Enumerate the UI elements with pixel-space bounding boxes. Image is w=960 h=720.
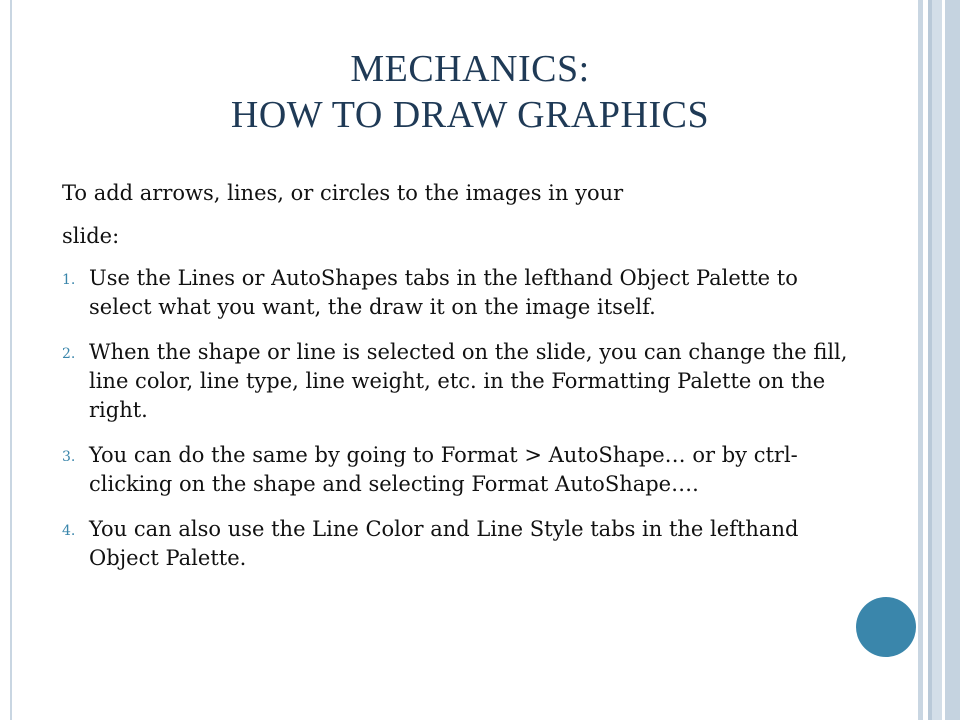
step-number: 4. [62,523,76,539]
left-border-line [10,0,12,720]
step-text: You can do the same by going to Format > AutoShape… or by ctrl-clicking on the shape and selecting Format AutoShape…. [89,443,798,496]
right-stripe [945,0,960,720]
step-text: When the shape or line is selected on the slide, you can change the fill, line color, line type, line weight, etc. in the Formatting Palette on the right. [89,340,848,422]
list-item [62,264,862,322]
list-item [62,441,862,499]
step-text: Use the Lines or AutoShapes tabs in the lefthand Object Palette to select what you want, the draw it on the image itself. [89,266,798,319]
intro-line-1: To add arrows, lines, or circles to the images in your [62,181,624,205]
steps-list [62,264,862,573]
slide-title [30,46,910,138]
slide-body [62,172,862,589]
intro-line-2: slide: [62,224,120,248]
step-number: 1. [62,272,76,288]
step-text: You can also use the Line Color and Line Style tabs in the lefthand Object Palette. [89,517,799,570]
accent-circle-decoration [856,597,916,657]
intro-text [62,172,862,258]
step-number: 2. [62,346,76,362]
list-item [62,338,862,425]
title-line-2: HOW TO DRAW GRAPHICS [230,94,710,136]
right-stripe [932,0,942,720]
title-line-1: MECHANICS: [350,48,590,90]
step-number: 3. [62,449,76,465]
list-item [62,515,862,573]
